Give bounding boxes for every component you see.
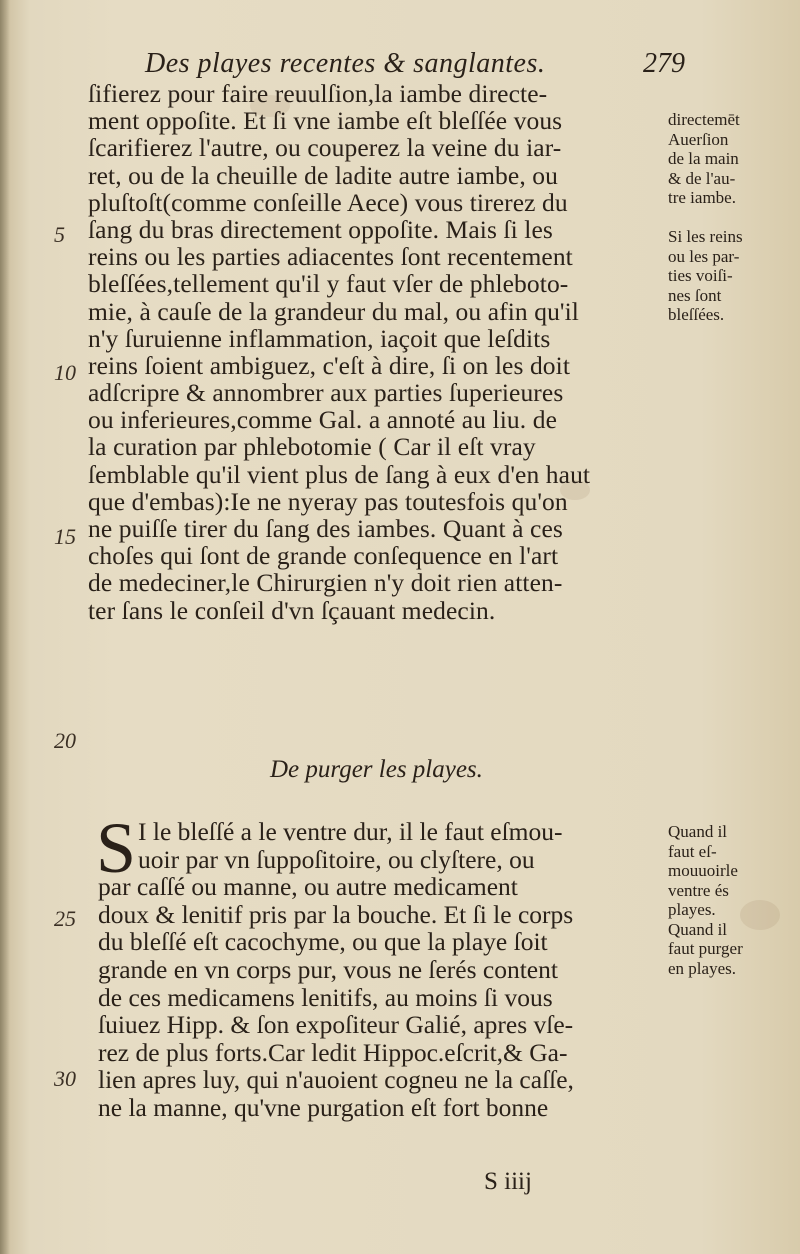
margin-note-line: tre iambe. [668,188,736,207]
text-line: la curation par phlebotomie ( Car il eſt vray [88,432,536,462]
text-line: uoir par vn ſuppoſitoire, ou clyſtere, ou [138,844,535,874]
margin-note-line: ventre és [668,880,729,900]
text-line: ne puiſſe tirer du ſang des iambes. Quant à ces [88,514,563,543]
margin-note-line: bleſſées. [668,305,725,324]
text-line: choſes qui ſont de grande conſequence en l'art [88,541,559,571]
text-line: du bleſſé eſt cacochyme, ou que la playe ſoit [98,927,548,957]
margin-note-line: faut purger [668,939,743,958]
text-line: de medeciner,le Chirurgien n'y doit rien atten- [88,568,563,598]
margin-note-line: Auerſion [668,129,729,149]
line-number: 30 [54,1066,76,1091]
margin-note-line: nes ſont [668,285,722,305]
margin-note-line: faut eſ- [668,841,717,861]
text-line: ter ſans le conſeil d'vn ſçauant medecin. [88,595,496,625]
text-line: rez de plus forts.Car ledit Hippoc.eſcrit,& Ga- [98,1037,568,1067]
text-line: doux & lenitif pris par la bouche. Et ſi le corps [98,899,574,929]
text-line: mie, à cauſe de la grandeur du mal, ou afin qu'il [88,296,579,326]
drop-capital: S [96,808,137,888]
text-line: reins ſoient ambiguez, c'eſt à dire, ſi on les doit [88,350,571,380]
text-line: grande en vn corps pur, vous ne ſerés content [98,954,558,984]
text-line: ſuiuez Hipp. & ſon expoſiteur Galié, apres vſe- [98,1010,574,1040]
text-line: que d'embas):Ie ne nyeray pas toutesfois qu'on [88,486,568,516]
text-line: reins ou les parties adiacentes ſont recentement [88,242,573,272]
margin-note-line: Quand il [668,822,728,841]
text-line: bleſſées,tellement qu'il y faut vſer de phleboto- [88,269,569,299]
text-line: ſcarifierez l'autre, ou couperez la veine du iar- [88,133,562,163]
margin-note-line: Si les reins [668,227,743,246]
text-line: lien apres luy, qui n'auoient cogneu ne la caſſe, [98,1065,574,1095]
margin-note-line: ou les par- [668,246,740,266]
margin-note-line: & de l'au- [668,168,736,188]
text-line: ou inferieures,comme Gal. a annoté au liu. de [88,405,557,435]
text-line: ſang du bras directement oppoſite. Mais ſi les [88,214,553,244]
margin-note-line: mouuoirle [668,861,738,880]
main-text-block [88,80,668,624]
margin-note-line: playes. [668,900,716,919]
margin-note-line: en playes. [668,958,736,978]
line-number: 25 [54,906,76,931]
text-line: de ces medicamens lenitifs, au moins ſi vous [98,982,553,1012]
text-line: n'y ſuruienne inflammation, iaçoit que leſdits [88,323,551,353]
margin-note-line: directemēt [668,110,740,129]
page-number: 279 [643,48,685,79]
margin-notes-top [668,110,793,325]
gutter-shadow [0,0,10,1254]
margin-note-line: de la main [668,149,739,168]
margin-notes-bottom [668,822,793,978]
text-line: ne la manne, qu'vne purgation eſt fort bonne [98,1092,549,1122]
line-number: 20 [54,728,76,753]
text-line: adſcripre & annombrer aux parties ſuperieures [88,378,564,408]
signature-mark: S iiij [484,1168,532,1195]
running-title: Des playes recentes & sanglantes. [145,48,546,79]
margin-note-spacer [668,208,793,228]
line-number: 10 [54,360,76,385]
text-line: I le bleſſé a le ventre dur, il le faut eſmou- [138,817,563,846]
line-number: 15 [54,524,76,549]
text-line: ſemblable qu'il vient plus de ſang à eux d'en haut [88,459,591,489]
section-heading: De purger les playes. [270,756,483,783]
text-line: pluſtoſt(comme conſeille Aece) vous tirerez du [88,187,568,217]
margin-note-line: Quand il [668,919,728,939]
text-line: ſifierez pour faire reuulſion,la iambe directe- [88,79,548,108]
second-text-block [96,808,668,1122]
line-number: 5 [54,222,65,247]
text-line: par caſſé ou manne, ou autre medicament [98,872,518,902]
margin-note-line: ties voiſi- [668,266,733,285]
text-line: ret, ou de la cheuille de ladite autre iambe, ou [88,160,558,190]
text-line: ment oppoſite. Et ſi vne iambe eſt bleſſée vous [88,106,563,136]
